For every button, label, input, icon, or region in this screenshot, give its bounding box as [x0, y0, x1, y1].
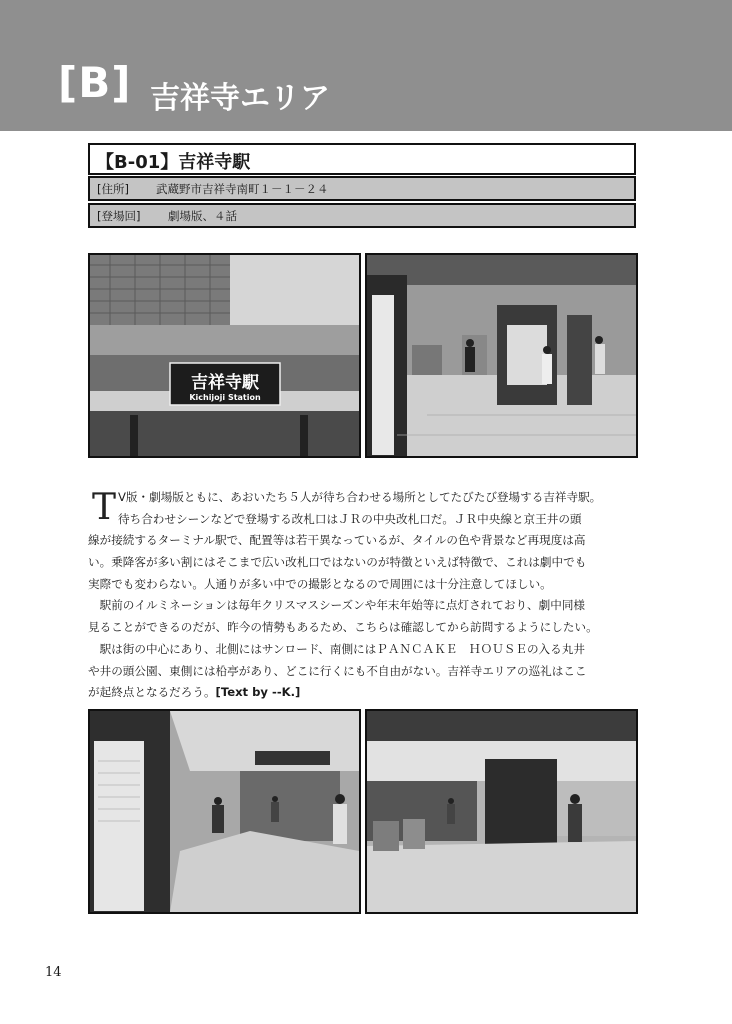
body-line: 見ることができるのだが、昨今の情勢もあるため、こちらは確認してから訪問するようにしたい。	[88, 620, 598, 635]
body-line: 線が接続するターミナル駅で、配置等は若干異なっているが、タイルの色や背景など再現度は高	[88, 533, 586, 548]
photo-station-exterior	[88, 253, 361, 458]
appearance-label: [登場回]	[97, 209, 141, 223]
body-line: 駅前のイルミネーションは毎年クリスマスシーズンや年末年始等に点灯されており、劇中同様	[88, 598, 586, 613]
body-line-last	[88, 682, 638, 704]
photo-gate-hallway	[88, 709, 361, 914]
spot-title-box	[88, 143, 636, 175]
body-line: い。乗降客が多い割にはそこまで広い改札口ではないのが特徴といえば特徴で、これは劇中でも	[88, 555, 587, 570]
dropcap: T	[92, 487, 117, 528]
page-number: 14	[45, 965, 62, 980]
body-line: や井の頭公園、東側には柗亭があり、どこに行くにも不自由がない。吉祥寺エリアの巡礼はここ	[88, 663, 587, 678]
photo-concourse	[365, 253, 638, 458]
article-body	[88, 487, 638, 704]
body-line: 実際でも変わらない。人通りが多い中での撮影となるので周囲には十分注意してほしい。	[88, 576, 552, 591]
body-line: 駅は街の中心にあり、北側にはサンロード、南側にはＰＡＮＣＡＫＥ ＨＯＵＳＥの入る丸井	[88, 641, 585, 656]
appearance-row	[88, 203, 636, 228]
appearance-value: 劇場版、４話	[168, 209, 237, 223]
address-row	[88, 176, 636, 201]
body-line: V版・劇場版ともに、あおいたち５人が待ち合わせる場所としてたびたび登場する吉祥寺駅。	[118, 490, 602, 504]
section-title: 吉祥寺エリア	[150, 81, 330, 116]
text-credit: [Text by --K.]	[215, 685, 301, 700]
address-label: [住所]	[97, 182, 129, 196]
section-code: [B]	[58, 58, 132, 107]
station-sign-text: 吉祥寺駅	[191, 373, 259, 393]
station-sign-en-text: Kichijoji Station	[189, 393, 261, 402]
spot-title: 【B-01】吉祥寺駅	[96, 152, 251, 173]
body-last-text: が起終点となるだろう。	[88, 685, 216, 700]
photo-ticket-gates	[365, 709, 638, 914]
address-value: 武蔵野市吉祥寺南町１－１－２４	[156, 182, 329, 196]
body-line: 待ち合わせシーンなどで登場する改札口はＪＲの中央改札口だ。ＪＲ中央線と京王井の頭	[118, 511, 582, 526]
